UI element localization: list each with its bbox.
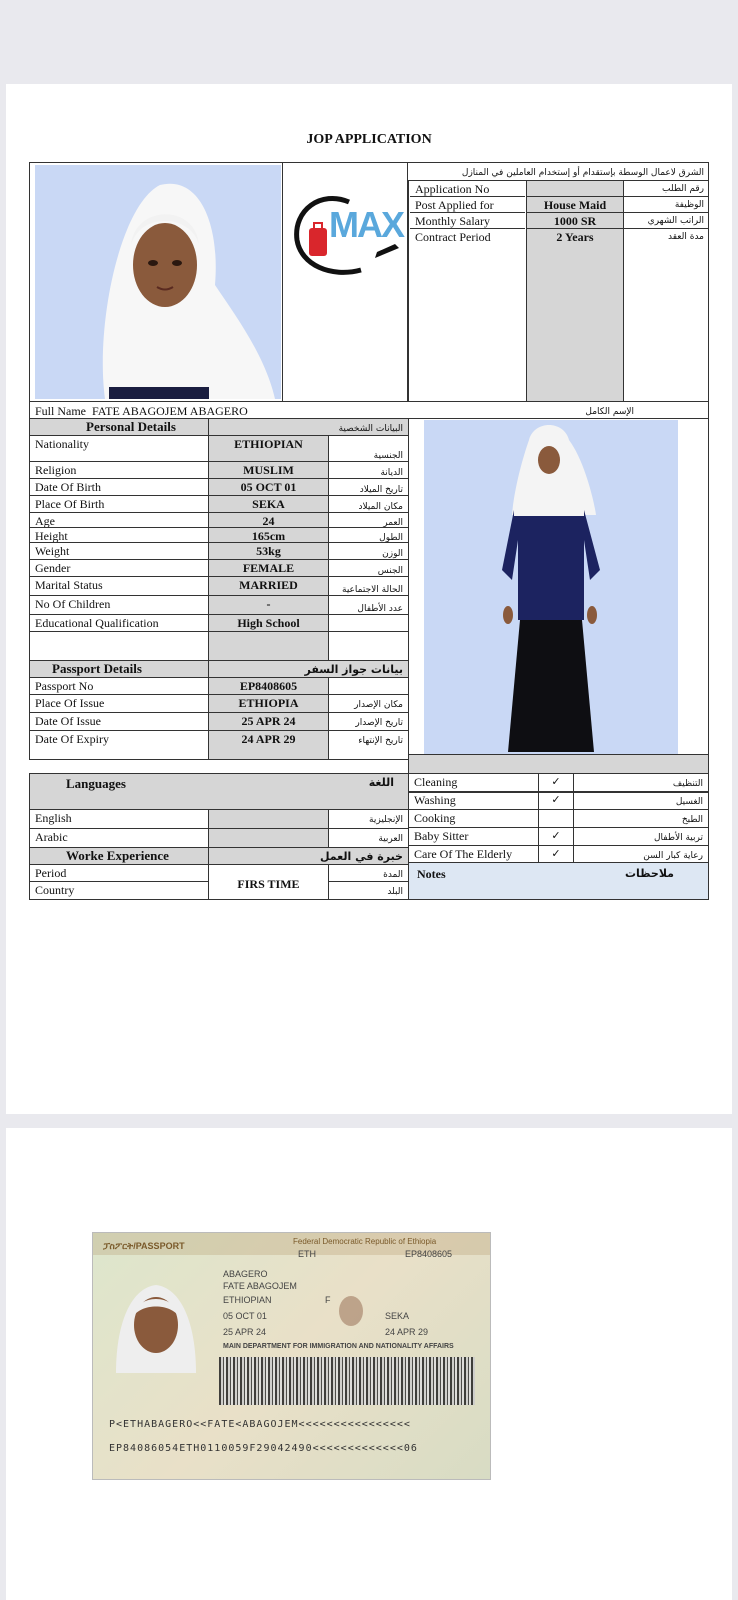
personal-value: -: [208, 595, 329, 615]
passport-ar: [328, 677, 409, 695]
personal-spacer: [29, 631, 209, 661]
personal-spacer: [208, 631, 329, 661]
personal-spacer: [328, 631, 409, 661]
personal-header: Personal Details: [29, 418, 209, 436]
personal-value: FEMALE: [208, 559, 329, 577]
salary-label: Monthly Salary: [410, 213, 525, 229]
language-level: [208, 809, 329, 829]
personal-label: Place Of Birth: [29, 495, 209, 513]
passport-ar: مكان الإصدار: [328, 694, 409, 713]
salary-ar: الراتب الشهري: [624, 213, 709, 229]
personal-label: No Of Children: [29, 595, 209, 615]
passport-number: EP8408605: [405, 1249, 453, 1259]
personal-ar: مكان الميلاد: [328, 495, 409, 513]
passport-page: [6, 1128, 732, 1600]
page-title: JOP APPLICATION: [306, 132, 432, 147]
passport-expiry: 24 APR 29: [385, 1327, 429, 1337]
personal-value: High School: [208, 614, 329, 632]
passport-surname: ABAGERO: [223, 1269, 268, 1279]
passport-mrz-line1: P<ETHABAGERO<<FATE<ABAGOJEM<<<<<<<<<<<<<<<<: [109, 1419, 411, 1430]
passport-value: EP8408605: [208, 677, 329, 695]
personal-label: Religion: [29, 461, 209, 479]
passport-dob: 05 OCT 01: [223, 1311, 267, 1321]
personal-label: Marital Status: [29, 576, 209, 596]
personal-value: SEKA: [208, 495, 329, 513]
post-value: House Maid: [527, 197, 623, 213]
country-label: Country: [29, 881, 209, 900]
personal-value: 05 OCT 01: [208, 478, 329, 496]
portrait-illustration: [35, 165, 281, 399]
experience-value: FIRS TIME: [208, 864, 329, 900]
notes-ar: ملاحظات: [625, 867, 674, 880]
languages-header: Languages: [29, 773, 409, 810]
personal-label: Gender: [29, 559, 209, 577]
passport-header: ፓስፖርት/PASSPORT: [103, 1241, 185, 1251]
application-page: [6, 84, 732, 1114]
full-body-photo: [424, 420, 678, 756]
country-ar: البلد: [328, 881, 409, 900]
skill-label: Cleaning: [408, 773, 539, 793]
skill-check: ✓: [538, 845, 574, 864]
experience-header-ar: خبرة في العمل: [208, 847, 409, 865]
language-label: English: [29, 809, 209, 829]
personal-ar: عدد الأطفال: [328, 595, 409, 615]
app-no-value: [527, 181, 623, 197]
full-body-illustration: [424, 420, 678, 756]
personal-ar: الحالة الاجتماعية: [328, 576, 409, 596]
skill-check: ✓: [538, 827, 574, 846]
passport-ar: تاريخ الإنتهاء: [328, 730, 409, 760]
passport-ar: تاريخ الإصدار: [328, 712, 409, 731]
personal-label: Height: [29, 527, 209, 543]
passport-barcode: [219, 1357, 475, 1405]
passport-label: Place Of Issue: [29, 694, 209, 713]
passport-value: 25 APR 24: [208, 712, 329, 731]
passport-issue: 25 APR 24: [223, 1327, 267, 1337]
passport-authority: MAIN DEPARTMENT FOR IMMIGRATION AND NATIONALITY AFFAIRS: [223, 1343, 454, 1350]
passport-pob: SEKA: [385, 1311, 410, 1321]
personal-ar: الجنسية: [328, 435, 409, 462]
passport-header: Passport Details: [29, 660, 209, 678]
skill-ar: الغسيل: [573, 791, 709, 810]
passport-nationality: ETHIOPIAN: [223, 1295, 272, 1305]
language-ar: الإنجليزية: [328, 809, 409, 829]
passport-scan: [92, 1232, 491, 1480]
passport-ghost-photo: [331, 1291, 371, 1335]
post-label: Post Applied for: [410, 197, 525, 213]
personal-label: Nationality: [29, 435, 209, 462]
agency-arabic-name: الشرق لاعمال الوسطة بإستقدام أو إستخدام العاملين في المنازل: [461, 168, 704, 178]
passport-value: ETHIOPIA: [208, 694, 329, 713]
skill-ar: التنظيف: [573, 773, 709, 793]
skill-check: ✓: [538, 791, 574, 810]
period-label: Period: [29, 864, 209, 882]
personal-header-ar: البيانات الشخصية: [208, 418, 409, 436]
skill-ar: الطبخ: [573, 809, 709, 828]
personal-ar: العمر: [328, 512, 409, 528]
full-name-label: Full Name: [35, 404, 86, 418]
full-name-ar: الإسم الكامل: [585, 407, 634, 417]
passport-sex: F: [325, 1295, 331, 1305]
personal-label: Age: [29, 512, 209, 528]
personal-ar: الوزن: [328, 542, 409, 560]
notes-label: Notes: [417, 867, 446, 881]
passport-header-ar: بيانات جواز السفر: [208, 660, 409, 678]
skill-check: ✓: [538, 773, 574, 793]
contract-value: 2 Years: [556, 230, 594, 244]
personal-value: 24: [208, 512, 329, 528]
photo-footer-band: [408, 754, 709, 774]
personal-value: MUSLIM: [208, 461, 329, 479]
passport-label: Date Of Expiry: [29, 730, 209, 760]
salary-value: 1000 SR: [527, 213, 623, 229]
passport-mrz-line2: EP84086054ETH0110059F29042490<<<<<<<<<<<<<06: [109, 1443, 418, 1454]
personal-ar: الجنس: [328, 559, 409, 577]
personal-ar: تاريخ الميلاد: [328, 478, 409, 496]
skill-label: Baby Sitter: [408, 827, 539, 846]
skill-label: Washing: [408, 791, 539, 810]
languages-header-ar: اللغة: [368, 776, 394, 789]
personal-label: Educational Qualification: [29, 614, 209, 632]
skill-ar: رعاية كبار السن: [573, 845, 709, 864]
app-no-ar: رقم الطلب: [624, 181, 709, 197]
period-ar: المدة: [328, 864, 409, 882]
passport-country: Federal Democratic Republic of Ethiopia: [293, 1237, 437, 1246]
personal-value: ETHIOPIAN: [208, 435, 329, 462]
language-level: [208, 828, 329, 848]
company-logo: [291, 190, 405, 280]
language-ar: العربية: [328, 828, 409, 848]
personal-value: 53kg: [208, 542, 329, 560]
logo-text: MAX: [329, 204, 403, 245]
personal-label: Date Of Birth: [29, 478, 209, 496]
skill-label: Cooking: [408, 809, 539, 828]
personal-ar: [328, 614, 409, 632]
portrait-photo: [35, 165, 281, 399]
personal-label: Weight: [29, 542, 209, 560]
app-no-label: Application No: [410, 181, 525, 197]
application-form: [29, 162, 709, 918]
contract-ar: مدة العقد: [668, 232, 704, 242]
language-label: Arabic: [29, 828, 209, 848]
passport-code: ETH: [298, 1249, 316, 1259]
skill-check: [538, 809, 574, 828]
passport-given: FATE ABAGOJEM: [223, 1281, 297, 1291]
passport-value: 24 APR 29: [208, 730, 329, 760]
personal-ar: الطول: [328, 527, 409, 543]
personal-value: 165cm: [208, 527, 329, 543]
post-ar: الوظيفة: [624, 197, 709, 213]
skill-ar: تربية الأطفال: [573, 827, 709, 846]
personal-ar: الديانة: [328, 461, 409, 479]
skill-label: Care Of The Elderly: [408, 845, 539, 864]
passport-label: Date Of Issue: [29, 712, 209, 731]
personal-value: MARRIED: [208, 576, 329, 596]
passport-photo: [111, 1273, 201, 1373]
contract-label: Contract Period: [415, 230, 491, 244]
passport-label: Passport No: [29, 677, 209, 695]
full-name-value: FATE ABAGOJEM ABAGERO: [92, 404, 248, 418]
experience-header: Worke Experience: [29, 847, 209, 865]
